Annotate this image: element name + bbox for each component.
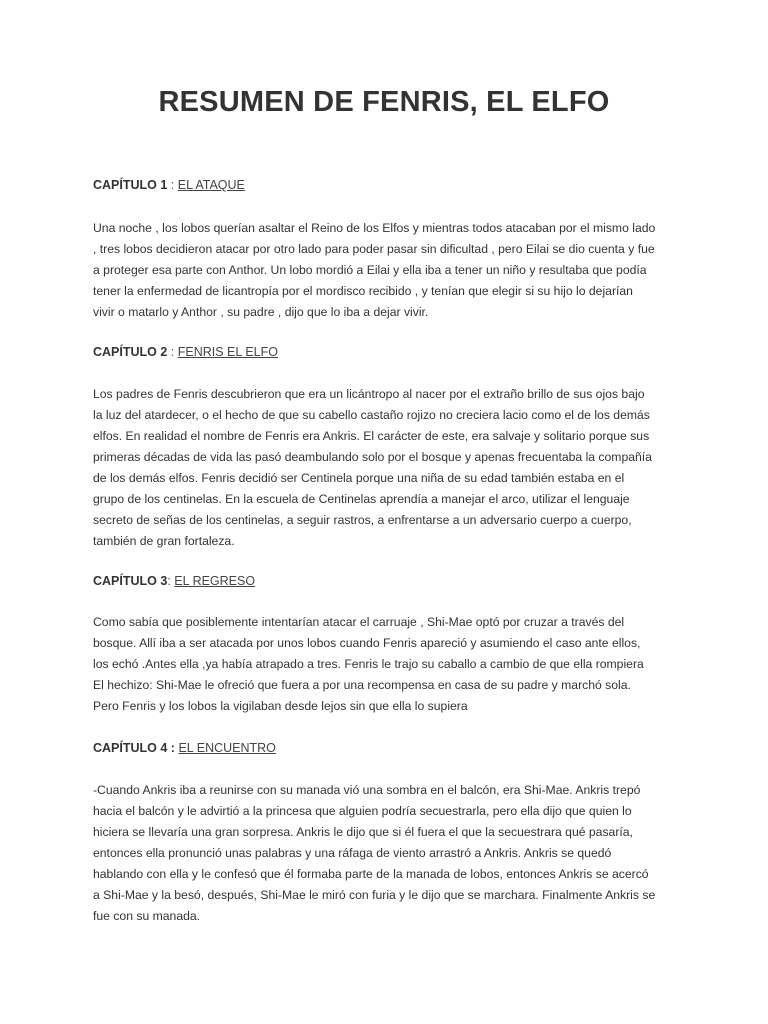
chapter-heading-4 [93, 741, 276, 755]
paragraph-line: Los padres de Fenris descubrieron que era un licántropo al nacer por el extraño brillo de sus ojos bajo [93, 387, 645, 401]
chapter-label: CAPÍTULO 4 : [93, 741, 175, 755]
paragraph-line: a proteger esa parte con Anthor. Un lobo mordió a Eilai y ella iba a tener un niño y resultaba que podía [93, 263, 647, 277]
chapter-paragraph-1 [93, 218, 683, 323]
paragraph-line: hacia el balcón y le advirtió a la princesa que alguien podría secuestrarla, pero ella dijo que quien lo [93, 804, 632, 818]
chapter-heading-3 [93, 574, 255, 588]
paragraph-line: Pero Fenris y los lobos la vigilaban desde lejos sin que ella lo supiera [93, 699, 468, 713]
paragraph-line: la luz del atardecer, o el hecho de que su cabello castaño rojizo no creciera lacio como el de los demás [93, 408, 650, 422]
paragraph-line: a Shi-Mae y la besó, después, Shi-Mae le miró con furia y le dijo que se marchara. Finalmente Ankris se [93, 888, 656, 902]
chapter-title: EL ATAQUE [177, 178, 245, 192]
paragraph-line: entonces ella pronunció unas palabras y una ráfaga de viento arrastró a Ankris. Ankris se quedó [93, 846, 612, 860]
paragraph-line: de los demás elfos. Fenris decidió ser Centinela porque una niña de su edad también estaba en el [93, 471, 625, 485]
chapter-separator: : [167, 574, 175, 588]
paragraph-line: elfos. En realidad el nombre de Fenris era Ankris. El carácter de este, era salvaje y solitario porque sus [93, 429, 650, 443]
paragraph-line: El hechizo: Shi-Mae le ofreció que fuera a por una recompensa en casa de su padre y marchó sola. [93, 678, 631, 692]
chapter-heading-1 [93, 178, 245, 192]
paragraph-line: los echó .Antes ella ,ya había atrapado a tres. Fenris le trajo su caballo a cambio de que ella rompiera [93, 657, 644, 671]
chapter-separator: : [167, 178, 178, 192]
paragraph-line: bosque. Allí iba a ser atacada por unos lobos cuando Fenris apareció y asumiendo el caso ante ellos, [93, 636, 641, 650]
chapter-paragraph-2 [93, 384, 683, 552]
chapter-heading-2 [93, 345, 278, 359]
paragraph-line: fue con su manada. [93, 909, 201, 923]
paragraph-line: Como sabía que posiblemente intentarían atacar el carruaje , Shi-Mae optó por cruzar a través del [93, 615, 625, 629]
chapter-title: FENRIS EL ELFO [177, 345, 278, 359]
chapter-label: CAPÍTULO 3 [93, 574, 168, 588]
paragraph-line: tener la enfermedad de licantropía por el mordisco recibido , y tenían que elegir si su hijo lo dejarían [93, 284, 633, 298]
chapter-title: EL ENCUENTRO [178, 741, 276, 755]
chapter-title: EL REGRESO [174, 574, 256, 588]
paragraph-line: secreto de señas de los centinelas, a seguir rastros, a enfrentarse a un adversario cuerpo a cuerpo, [93, 513, 632, 527]
paragraph-line: hiciera se llevaría una gran sorpresa. Ankris le dijo que si él fuera el que la secuestrara qué pasaría, [93, 825, 633, 839]
paragraph-line: también de gran fortaleza. [93, 534, 235, 548]
paragraph-line: -Cuando Ankris iba a reunirse con su manada vió una sombra en el balcón, era Shi-Mae. Ankris trepó [93, 783, 641, 797]
paragraph-line: , tres lobos decidieron atacar por otro lado para poder pasar sin dificultad , pero Eilai se dio cuenta y fue [93, 242, 655, 256]
paragraph-line: primeras décadas de vida las pasó deambulando solo por el bosque y apenas frecuentaba la compañía [93, 450, 652, 464]
paragraph-line: Una noche , los lobos querían asaltar el Reino de los Elfos y mientras todos atacaban por el mismo lado [93, 221, 656, 235]
chapter-paragraph-4 [93, 780, 683, 927]
chapter-label: CAPÍTULO 1 [93, 178, 168, 192]
chapter-label: CAPÍTULO 2 [93, 345, 168, 359]
paragraph-line: vivir o matarlo y Anthor , su padre , dijo que lo iba a dejar vivir. [93, 305, 429, 319]
chapter-separator: : [167, 345, 178, 359]
document-title: RESUMEN DE FENRIS, EL ELFO [158, 86, 610, 118]
paragraph-line: hablando con ella y le confesó que él formaba parte de la manada de lobos, entonces Ankris se acercó [93, 867, 649, 881]
paragraph-line: grupo de los centinelas. En la escuela de Centinelas aprendía a manejar el arco, utilizar el lenguaje [93, 492, 630, 506]
chapter-paragraph-3 [93, 612, 683, 717]
